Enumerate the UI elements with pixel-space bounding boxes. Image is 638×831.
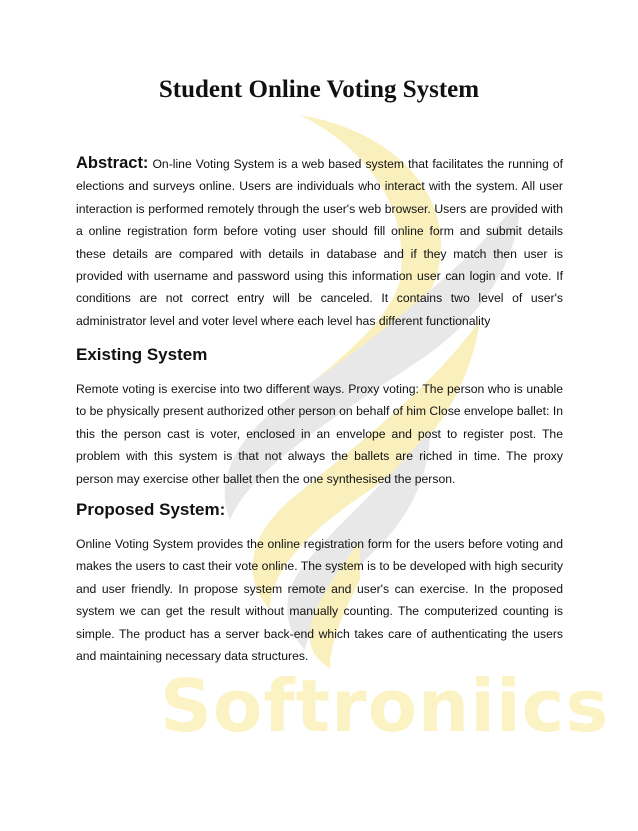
existing-system-text: Remote voting is exercise into two different ways. Proxy voting: The person who is unable to be physically present authorized other person on behalf of him Close envelope ballet: In this the person cast is voter, enclosed in an envelope and post to register post. The problem with this system is that not always the ballets are riched in time. The proxy person may exercise other ballet then the one synthesised the person. [76,382,563,486]
abstract-label: Abstract: [76,154,149,172]
proposed-system-text: Online Voting System provides the online registration form for the users before voting and makes the users to cast their vote online. The system is to be developed with high security and user friendly. In propose system remote and user's can exercise. In the proposed system we can get the result without manually counting. The computerized counting is simple. The product has a server back-end which takes care of authenticating the users and maintaining necessary data structures. [76,537,563,664]
proposed-system-section [76,500,563,667]
document-title: Student Online Voting System [158,76,480,103]
existing-system-section [76,345,563,490]
watermark-logo-text: Softroniics [160,664,610,748]
abstract-section [76,152,563,332]
existing-system-heading: Existing System [76,345,208,364]
abstract-text: On-line Voting System is a web based system that facilitates the running of elections and surveys online. Users are individuals who interact with the system. All user interaction is performed remotely through the user's web browser. Users are provided with a online registration form before voting user should fill online form and submit details these details are compared with details in database and if they match then user is provided with username and password using this information user can login and vote. If conditions are not correct entry will be canceled. It contains two level of user's administrator level and voter level where each level has different functionality [76,157,563,328]
proposed-system-heading: Proposed System: [76,500,226,519]
abstract-paragraph [76,152,563,332]
